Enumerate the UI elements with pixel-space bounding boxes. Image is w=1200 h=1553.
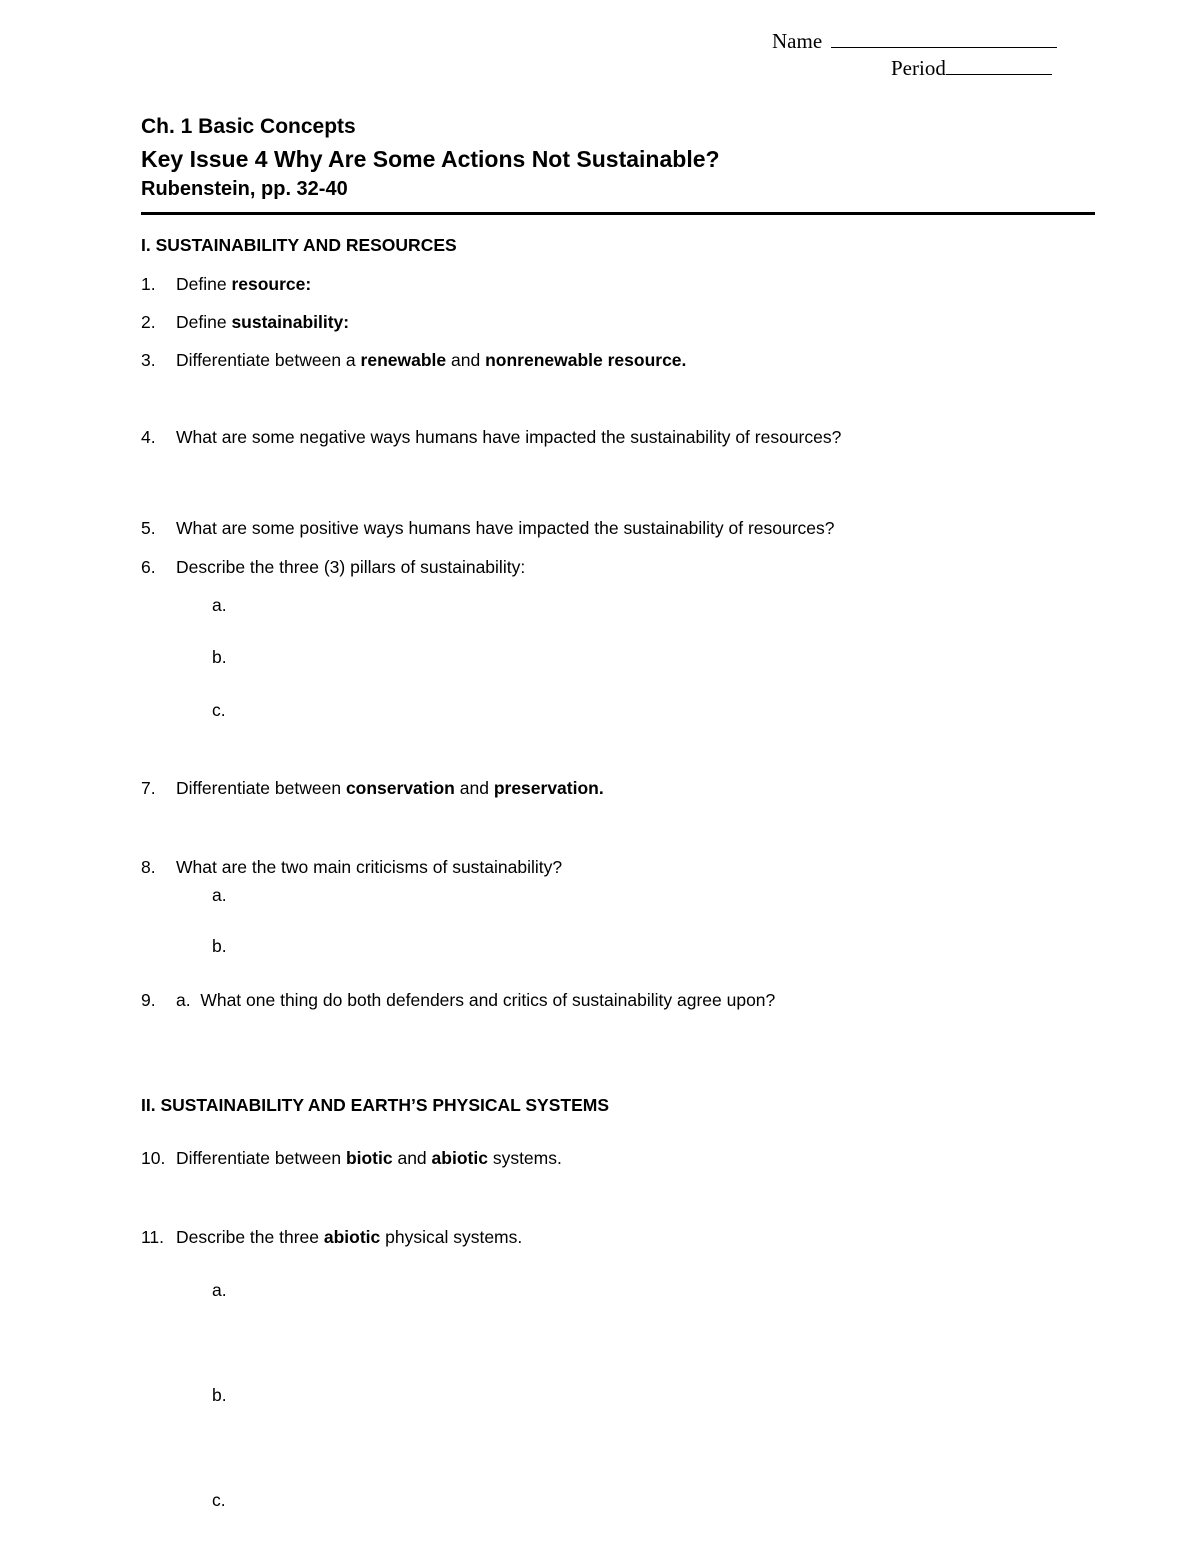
question-text: and <box>454 778 494 798</box>
key-term: sustainability: <box>231 312 350 332</box>
key-term: nonrenewable resource. <box>485 350 687 370</box>
question-text: Describe the three (3) pillars of sustainability: <box>176 557 526 577</box>
sub-item-b: b. <box>212 1385 227 1405</box>
question-number: 10. <box>141 1148 166 1168</box>
question-text: Define <box>176 274 232 294</box>
question-text: and <box>392 1148 432 1168</box>
key-term: biotic <box>345 1148 393 1168</box>
question-text: Differentiate between <box>176 1148 346 1168</box>
period-field <box>891 55 1052 81</box>
question-number: 1. <box>141 274 156 294</box>
section-heading-1: I. SUSTAINABILITY AND RESOURCES <box>141 235 457 255</box>
question-3 <box>141 350 686 371</box>
question-text: Describe the three <box>176 1227 324 1247</box>
key-term: renewable <box>360 350 447 370</box>
name-field <box>772 28 1057 54</box>
sub-item-a: a. <box>212 885 227 905</box>
period-blank[interactable] <box>946 55 1052 75</box>
question-11 <box>141 1227 522 1248</box>
question-number: 11. <box>141 1227 165 1247</box>
sub-item-c: c. <box>212 700 226 720</box>
chapter-title: Ch. 1 Basic Concepts <box>141 115 356 138</box>
key-term: conservation <box>345 778 455 798</box>
question-number: 7. <box>141 778 156 798</box>
question-text: a. What one thing do both defenders and critics of sustainability agree upon? <box>176 990 776 1010</box>
question-number: 4. <box>141 427 156 447</box>
question-text: Define <box>176 312 232 332</box>
reference-title: Rubenstein, pp. 32-40 <box>141 178 348 200</box>
question-1 <box>141 274 311 295</box>
key-term: abiotic <box>431 1148 488 1168</box>
question-number: 8. <box>141 857 156 877</box>
sub-item-b: b. <box>212 936 227 956</box>
question-text: What are some positive ways humans have impacted the sustainability of resources? <box>176 518 835 538</box>
question-5 <box>141 518 835 539</box>
question-10 <box>141 1148 562 1169</box>
question-text: systems. <box>487 1148 562 1168</box>
period-label: Period <box>891 56 946 80</box>
sub-item-b: b. <box>212 647 227 667</box>
question-7 <box>141 778 604 799</box>
key-issue-title: Key Issue 4 Why Are Some Actions Not Sustainable? <box>141 146 720 172</box>
sub-item-c: c. <box>212 1490 226 1510</box>
question-9 <box>141 990 775 1011</box>
question-6 <box>141 557 525 578</box>
question-8 <box>141 857 562 878</box>
question-text: physical systems. <box>380 1227 523 1247</box>
key-term: resource: <box>231 274 312 294</box>
question-text: What are some negative ways humans have impacted the sustainability of resources? <box>176 427 842 447</box>
question-text: and <box>446 350 486 370</box>
question-4 <box>141 427 841 448</box>
title-divider <box>141 212 1095 215</box>
name-blank[interactable] <box>831 28 1057 48</box>
question-number: 9. <box>141 990 156 1010</box>
question-text: Differentiate between <box>176 778 346 798</box>
question-number: 3. <box>141 350 156 370</box>
question-number: 2. <box>141 312 156 332</box>
question-text: Differentiate between a <box>176 350 361 370</box>
sub-item-a: a. <box>212 595 227 615</box>
question-text: What are the two main criticisms of sustainability? <box>176 857 563 877</box>
section-heading-2: II. SUSTAINABILITY AND EARTH’S PHYSICAL SYSTEMS <box>141 1095 610 1115</box>
question-number: 6. <box>141 557 156 577</box>
question-number: 5. <box>141 518 156 538</box>
name-label: Name <box>772 29 823 53</box>
sub-item-a: a. <box>212 1280 227 1300</box>
key-term: preservation. <box>493 778 604 798</box>
key-term: abiotic <box>323 1227 381 1247</box>
question-2 <box>141 312 349 333</box>
